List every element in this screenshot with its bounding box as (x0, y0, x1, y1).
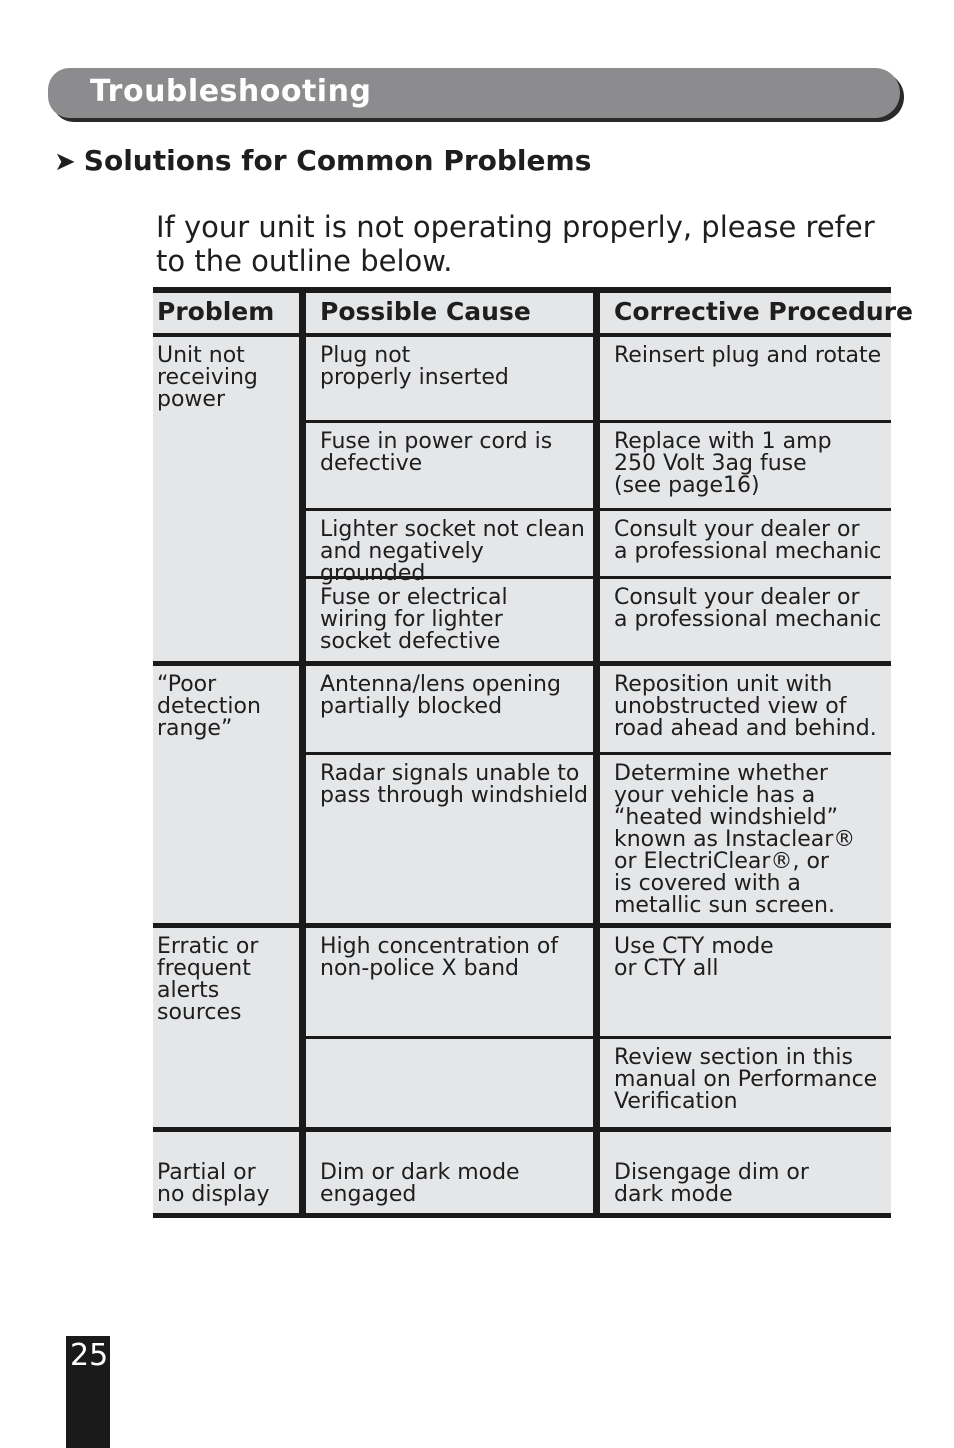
problem-group (153, 1132, 891, 1213)
problem-group (153, 666, 891, 928)
procedure-cell: Reposition unit with unobstructed view of road ahead and behind. (614, 672, 877, 741)
table-row (306, 423, 891, 511)
section-header-bar (48, 68, 900, 118)
problem-cell: Unit not receiving power (157, 343, 258, 412)
cause-cell: High concentration of non-police X band (320, 934, 559, 981)
section-heading-text: Solutions for Common Problems (83, 144, 592, 177)
problem-cell: “Poor detection range” (157, 672, 261, 741)
cause-cell: Antenna/lens opening partially blocked (320, 672, 561, 719)
table-row (306, 511, 891, 586)
cause-cell: Radar signals unable to pass through windshield (320, 761, 588, 808)
problem-cell: Partial or no display (157, 1160, 270, 1207)
procedure-cell: Determine whether your vehicle has a “heated windshield” known as Instaclear® or ElectriClear®, or is covered with a metallic sun screen. (614, 761, 856, 918)
table-header-row (153, 293, 914, 337)
page-number: 25 (70, 1338, 109, 1373)
arrow-bullet-icon: ➤ (54, 147, 76, 177)
procedure-cell: Consult your dealer or a professional mechanic (614, 585, 882, 632)
table-row (306, 579, 891, 661)
page-number-tab (66, 1336, 110, 1448)
column-divider (299, 293, 306, 333)
table-row (306, 755, 891, 923)
procedure-cell: Replace with 1 amp 250 Volt 3ag fuse (see page16) (614, 429, 832, 498)
procedure-cell: Consult your dealer or a professional mechanic (614, 517, 882, 564)
problem-group (153, 928, 891, 1132)
problem-cell: Erratic or frequent alerts sources (157, 934, 259, 1025)
column-header-cause: Possible Cause (320, 297, 531, 326)
cause-cell: Lighter socket not clean and negatively grounded (320, 517, 585, 586)
table-row (306, 1132, 891, 1213)
column-header-procedure: Corrective Procedure (614, 297, 914, 326)
troubleshooting-table (153, 287, 914, 1218)
procedure-cell: Review section in this manual on Performance Verification (614, 1045, 878, 1114)
table-row (306, 666, 891, 755)
column-header-problem: Problem (157, 297, 275, 326)
cause-cell: Fuse in power cord is defective (320, 429, 553, 476)
table-row (306, 928, 891, 1039)
cause-cell: Fuse or electrical wiring for lighter socket defective (320, 585, 508, 654)
section-heading (54, 144, 591, 177)
column-divider (593, 293, 600, 333)
procedure-cell: Disengage dim or dark mode (614, 1160, 809, 1207)
column-divider (299, 337, 306, 661)
page-title: Troubleshooting (90, 74, 372, 109)
problem-group (153, 337, 891, 666)
column-divider (299, 666, 306, 923)
column-divider (299, 928, 306, 1127)
cause-cell: Plug not properly inserted (320, 343, 509, 390)
cause-cell: Dim or dark mode engaged (320, 1160, 520, 1207)
column-divider (299, 1132, 306, 1213)
table-row (306, 1039, 891, 1127)
table-row (306, 337, 891, 423)
procedure-cell: Reinsert plug and rotate (614, 343, 882, 368)
procedure-cell: Use CTY mode or CTY all (614, 934, 774, 981)
intro-paragraph: If your unit is not operating properly, please refer to the outline below. (156, 210, 875, 278)
